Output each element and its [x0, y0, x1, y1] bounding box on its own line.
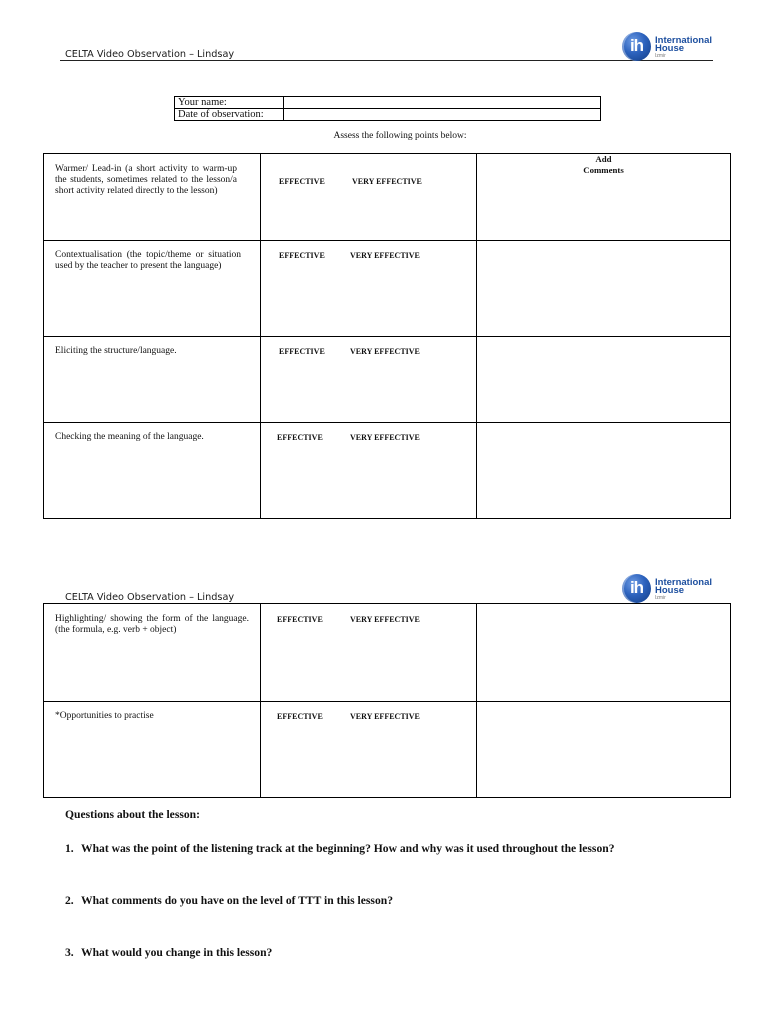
rating-cell [261, 154, 477, 240]
rating-effective: EFFECTIVE [277, 712, 323, 721]
international-house-logo [622, 32, 718, 62]
page-header-title: CELTA Video Observation – Lindsay [65, 49, 235, 60]
table-row [44, 422, 730, 518]
rating-very-effective: VERY EFFECTIVE [350, 347, 420, 356]
logo-monogram: ih [629, 36, 644, 55]
rating-cell [261, 423, 477, 518]
logo-monogram: ih [629, 578, 644, 597]
international-house-logo [622, 574, 718, 604]
comments-cell[interactable] [477, 702, 730, 797]
details-row-date [175, 108, 600, 120]
table-row [44, 240, 730, 336]
comments-cell[interactable] [477, 241, 730, 336]
rating-cell [261, 604, 477, 701]
assessment-table-2 [43, 603, 731, 798]
assessment-point-text: Eliciting the structure/language. [55, 346, 177, 356]
details-row-name [175, 97, 600, 108]
question-number: 3. [65, 946, 74, 959]
assessment-point-text: *Opportunities to practise [55, 711, 154, 721]
rating-very-effective: VERY EFFECTIVE [350, 712, 420, 721]
assessment-point-text: Contextualisation (the topic/theme or situation used by the teacher to present the language) [55, 250, 241, 271]
question-text: What was the point of the listening track at the beginning? How and why was it used throughout the lesson? [81, 842, 615, 855]
question-text: What would you change in this lesson? [81, 946, 273, 959]
rating-effective: EFFECTIVE [279, 347, 325, 356]
date-field[interactable] [284, 109, 600, 120]
table-row [44, 336, 730, 422]
name-label: Your name: [175, 97, 284, 108]
assessment-point-cell [44, 241, 261, 336]
comments-cell[interactable] [477, 423, 730, 518]
rating-cell [261, 337, 477, 422]
rating-very-effective: VERY EFFECTIVE [350, 433, 420, 442]
rating-cell [261, 702, 477, 797]
table-row [44, 604, 730, 701]
question-number: 1. [65, 842, 74, 855]
logo-name-line1: International [655, 35, 713, 46]
logo-name-line2: House [655, 585, 685, 596]
logo-name-line1: International [655, 577, 713, 588]
comments-heading-line2: Comments [583, 165, 624, 175]
instructions-text: Assess the following points below: [333, 131, 467, 141]
header-underline [60, 60, 713, 61]
comments-cell[interactable] [477, 337, 730, 422]
comments-cell[interactable] [477, 604, 730, 701]
logo-wordmark [655, 579, 712, 601]
logo-city: Izmir [655, 595, 666, 601]
rating-effective: EFFECTIVE [277, 433, 323, 442]
assessment-point-cell [44, 702, 261, 797]
page-header-title: CELTA Video Observation – Lindsay [65, 592, 235, 603]
comments-cell[interactable] [477, 154, 730, 240]
date-label: Date of observation: [175, 109, 284, 120]
rating-cell [261, 241, 477, 336]
logo-name-line2: House [655, 43, 685, 54]
rating-very-effective: VERY EFFECTIVE [350, 615, 420, 624]
assessment-point-text: Highlighting/ showing the form of the language. (the formula, e.g. verb + object) [55, 614, 249, 635]
assessment-point-cell [44, 154, 261, 240]
logo-wordmark [655, 37, 712, 59]
comments-column-heading [477, 154, 730, 176]
table-row [44, 154, 730, 240]
rating-very-effective: VERY EFFECTIVE [350, 251, 420, 260]
rating-effective: EFFECTIVE [277, 615, 323, 624]
ih-logo-icon [622, 574, 651, 603]
table-row [44, 701, 730, 797]
assessment-point-cell [44, 423, 261, 518]
question-text: What comments do you have on the level of TTT in this lesson? [81, 894, 393, 907]
assessment-point-text: Warmer/ Lead-in (a short activity to warm-up the students, sometimes related to the lesson/a short activity related directly to the lesson) [55, 164, 237, 196]
observer-details-table [174, 96, 601, 121]
question-number: 2. [65, 894, 74, 907]
ih-logo-icon [622, 32, 651, 61]
logo-city: Izmir [655, 53, 666, 59]
questions-heading: Questions about the lesson: [65, 808, 200, 821]
name-field[interactable] [284, 97, 600, 108]
rating-effective: EFFECTIVE [279, 177, 325, 186]
comments-heading-line1: Add [595, 154, 612, 164]
assessment-point-cell [44, 604, 261, 701]
rating-effective: EFFECTIVE [279, 251, 325, 260]
assessment-point-text: Checking the meaning of the language. [55, 432, 204, 442]
rating-very-effective: VERY EFFECTIVE [352, 177, 422, 186]
assessment-point-cell [44, 337, 261, 422]
assessment-table-1 [43, 153, 731, 519]
